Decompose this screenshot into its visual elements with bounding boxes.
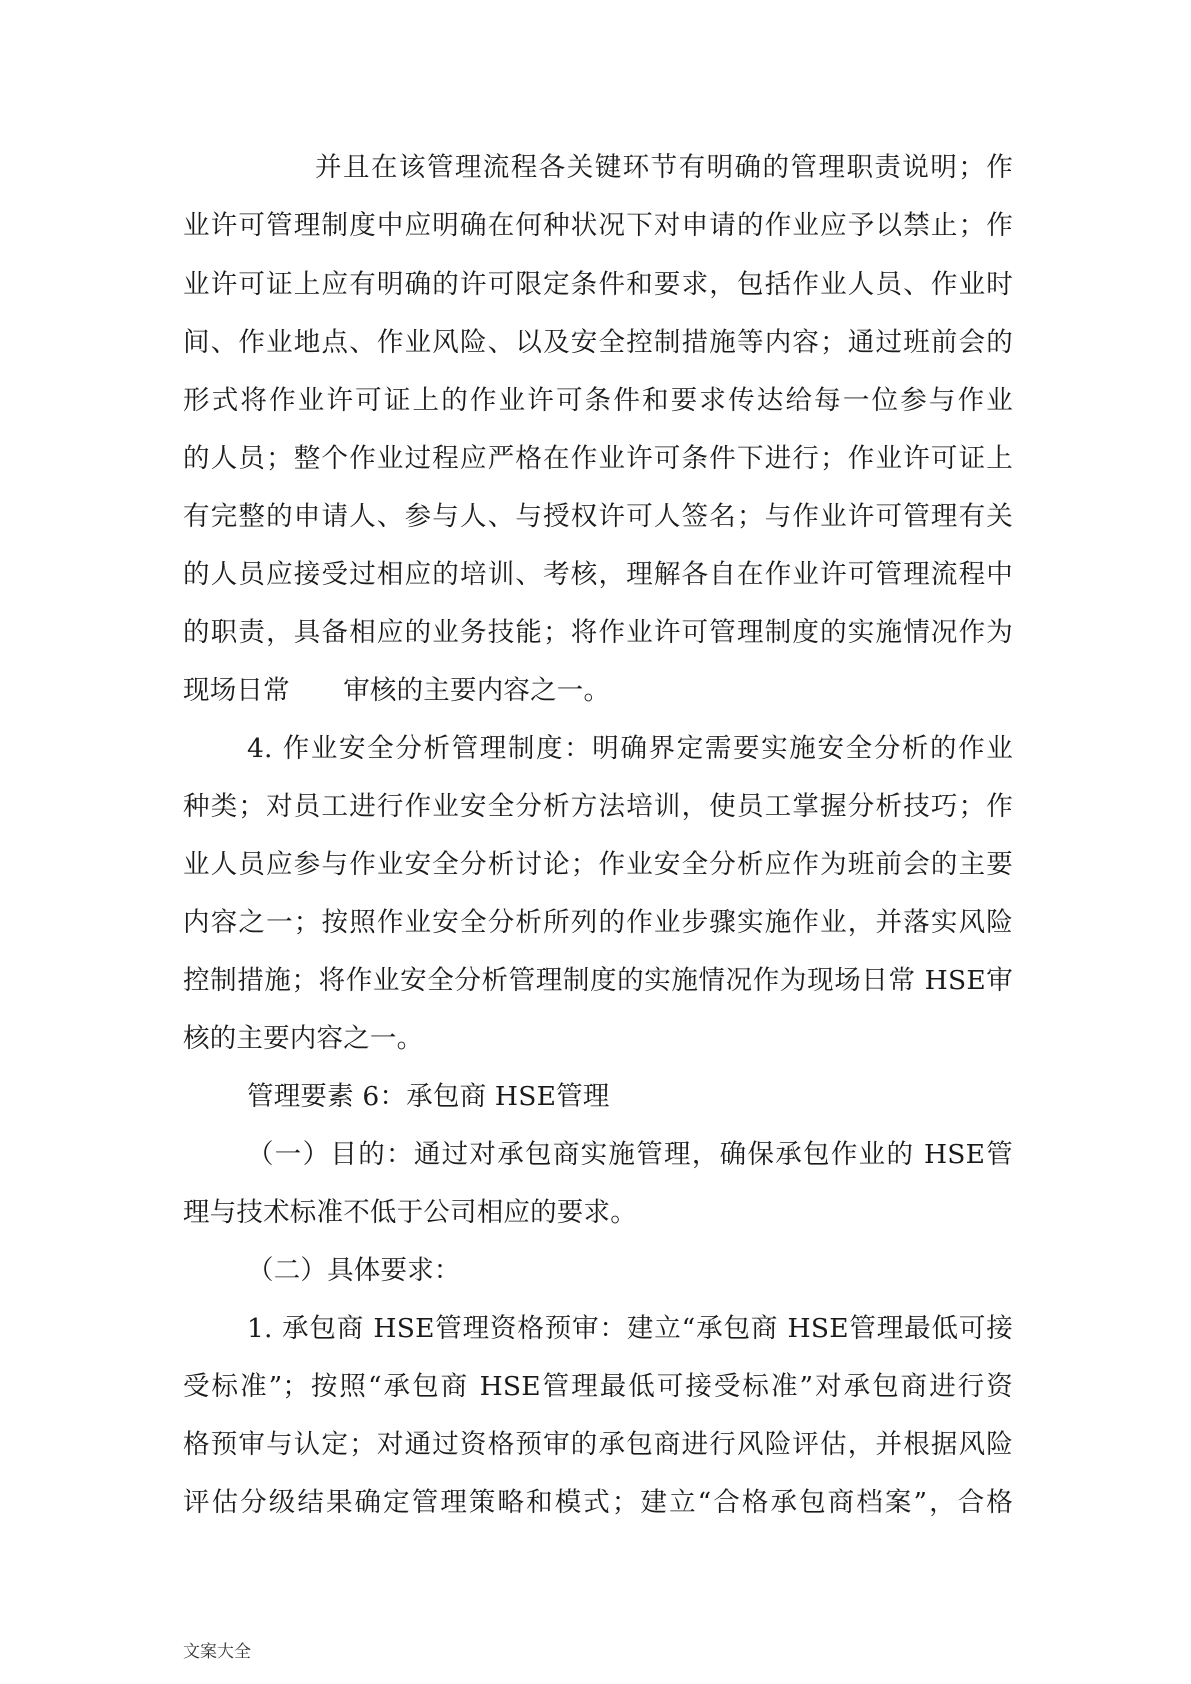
paragraph-line: 的职责，具备相应的业务技能；将作业许可管理制度的实施情况作为 xyxy=(183,617,1013,648)
paragraph-line: （一）目的：通过对承包商实施管理，确保承包作业的 HSE管 xyxy=(247,1139,1013,1170)
paragraph-line: 的人员应接受过相应的培训、考核，理解各自在作业许可管理流程中 xyxy=(183,559,1013,590)
paragraph-line: 1. 承包商 HSE管理资格预审：建立“承包商 HSE管理最低可接 xyxy=(247,1313,1013,1344)
paragraph-line: 内容之一；按照作业安全分析所列的作业步骤实施作业，并落实风险 xyxy=(183,907,1013,938)
paragraph-line: 业许可管理制度中应明确在何种状况下对申请的作业应予以禁止；作 xyxy=(183,210,1013,241)
paragraph-line: 形式将作业许可证上的作业许可条件和要求传达给每一位参与作业 xyxy=(183,385,1013,416)
paragraph-line: 格预审与认定；对通过资格预审的承包商进行风险评估，并根据风险 xyxy=(183,1429,1013,1460)
page-footer: 文案大全 xyxy=(183,1642,251,1662)
paragraph-line: 4. 作业安全分析管理制度：明确界定需要实施安全分析的作业 xyxy=(247,733,1013,764)
paragraph-line: 间、作业地点、作业风险、以及安全控制措施等内容；通过班前会的 xyxy=(183,327,1013,358)
paragraph-line: 种类；对员工进行作业安全分析方法培训，使员工掌握分析技巧；作 xyxy=(183,791,1013,822)
paragraph-line: 并且在该管理流程各关键环节有明确的管理职责说明；作 xyxy=(315,152,1013,183)
subsection-heading: （二）具体要求： xyxy=(247,1255,461,1286)
paragraph-line: 理与技术标准不低于公司相应的要求。 xyxy=(183,1197,637,1228)
paragraph-line: 现场日常 审核的主要内容之一。 xyxy=(183,675,611,706)
paragraph-line: 评估分级结果确定管理策略和模式；建立“合格承包商档案”，合格 xyxy=(183,1487,1013,1518)
paragraph-line: 有完整的申请人、参与人、与授权许可人签名；与作业许可管理有关 xyxy=(183,501,1013,532)
paragraph-line: 业许可证上应有明确的许可限定条件和要求，包括作业人员、作业时 xyxy=(183,269,1013,300)
paragraph-line: 受标准”；按照“承包商 HSE管理最低可接受标准”对承包商进行资 xyxy=(183,1371,1013,1402)
paragraph-line: 业人员应参与作业安全分析讨论；作业安全分析应作为班前会的主要 xyxy=(183,849,1013,880)
paragraph-line: 的人员；整个作业过程应严格在作业许可条件下进行；作业许可证上 xyxy=(183,443,1013,474)
paragraph-line: 核的主要内容之一。 xyxy=(183,1023,424,1054)
paragraph-line: 控制措施；将作业安全分析管理制度的实施情况作为现场日常 HSE审 xyxy=(183,965,1013,996)
section-heading: 管理要素 6：承包商 HSE管理 xyxy=(247,1081,610,1112)
